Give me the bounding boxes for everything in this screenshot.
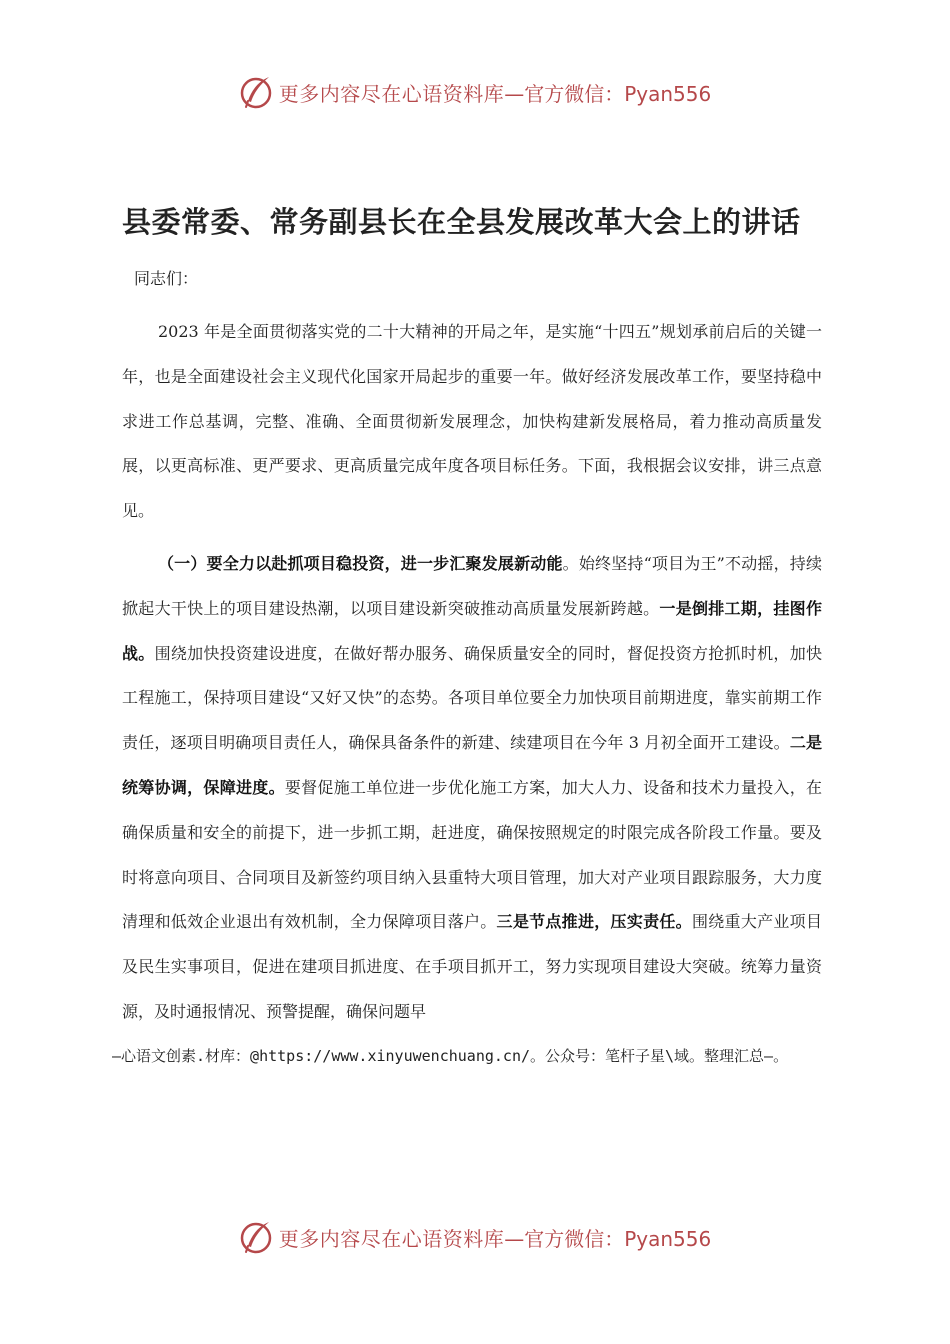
library-brand-text: 更多内容尽在心语资料库 — [278, 1226, 505, 1251]
point-one-heading: 一是倒排工期，挂图作战。 — [122, 598, 822, 663]
feather-pen-logo-icon — [239, 1219, 275, 1255]
section-one-text-1: 。始终坚持“项目为王”不动摇，持续掀起大干快上的项目建设热潮，以项目建设新突破推动高质量发展新跨越。 — [122, 554, 822, 618]
paragraph-section-one — [122, 542, 822, 1035]
paragraph-intro — [122, 310, 822, 534]
section-one-text-2: 围绕加快投资建设进度，在做好帮办服务、确保质量安全的同时，督促投资方抢抓时机，加快工程施工，保持项目建设“又好又快”的态势。各项目单位要全力加快项目前期进度，靠实前期工作责任，逐项目明确项目责任人，确保具备条件的新建、续建项目在今年 3 月初全面开工建设。 — [122, 643, 822, 753]
paragraph-intro-text: 2023 年是全面贯彻落实党的二十大精神的开局之年，是实施“十四五”规划承前启后的关键一年，也是全面建设社会主义现代化国家开局起步的重要一年。做好经济发展改革工作，要坚持稳中求进工作总基调，完整、准确、全面贯彻新发展理念，加快构建新发展格局，着力推动高质量发展，以更高标准、更严要求、更高质量完成年度各项目标任务。下面，我根据会议安排，讲三点意见。 — [122, 322, 822, 521]
source-note: —心语文创素.材库：@https://www.xinyuwenchuang.cn/。公众号：笔杆子星\域。整理汇总—。 — [112, 1047, 789, 1065]
greeting: 同志们： — [134, 269, 199, 288]
feather-pen-logo-icon — [239, 74, 275, 110]
footer-banner — [0, 1215, 950, 1259]
point-three-heading: 三是节点推进，压实责任。 — [496, 912, 692, 932]
wechat-contact-text: —官方微信：Pyan556 — [504, 81, 712, 106]
section-one-text-4: 围绕重大产业项目及民生实事项目，促进在建项目抓进度、在手项目抓开工，努力实现项目建设大突破。统筹力量资源，及时通报情况、预警提醒，确保问题早 — [122, 912, 822, 1021]
header-banner — [0, 70, 950, 114]
wechat-contact-text: —官方微信：Pyan556 — [504, 1226, 712, 1251]
section-one-heading: （一）要全力以赴抓项目稳投资，进一步汇聚发展新动能 — [158, 554, 563, 573]
document-title: 县委常委、常务副县长在全县发展改革大会上的讲话 — [122, 205, 801, 239]
point-two-heading: 二是统筹协调，保障进度。 — [122, 733, 822, 797]
section-one-text-3: 要督促施工单位进一步优化施工方案，加大人力、设备和技术力量投入，在确保质量和安全的前提下，进一步抓工期，赶进度，确保按照规定的时限完成各阶段工作量。要及时将意向项目、合同项目及新签约项目纳入县重特大项目管理，加大对产业项目跟踪服务，大力度清理和低效企业退出有效机制，全力保障项目落户。 — [122, 777, 822, 932]
library-brand-text: 更多内容尽在心语资料库 — [278, 81, 505, 106]
